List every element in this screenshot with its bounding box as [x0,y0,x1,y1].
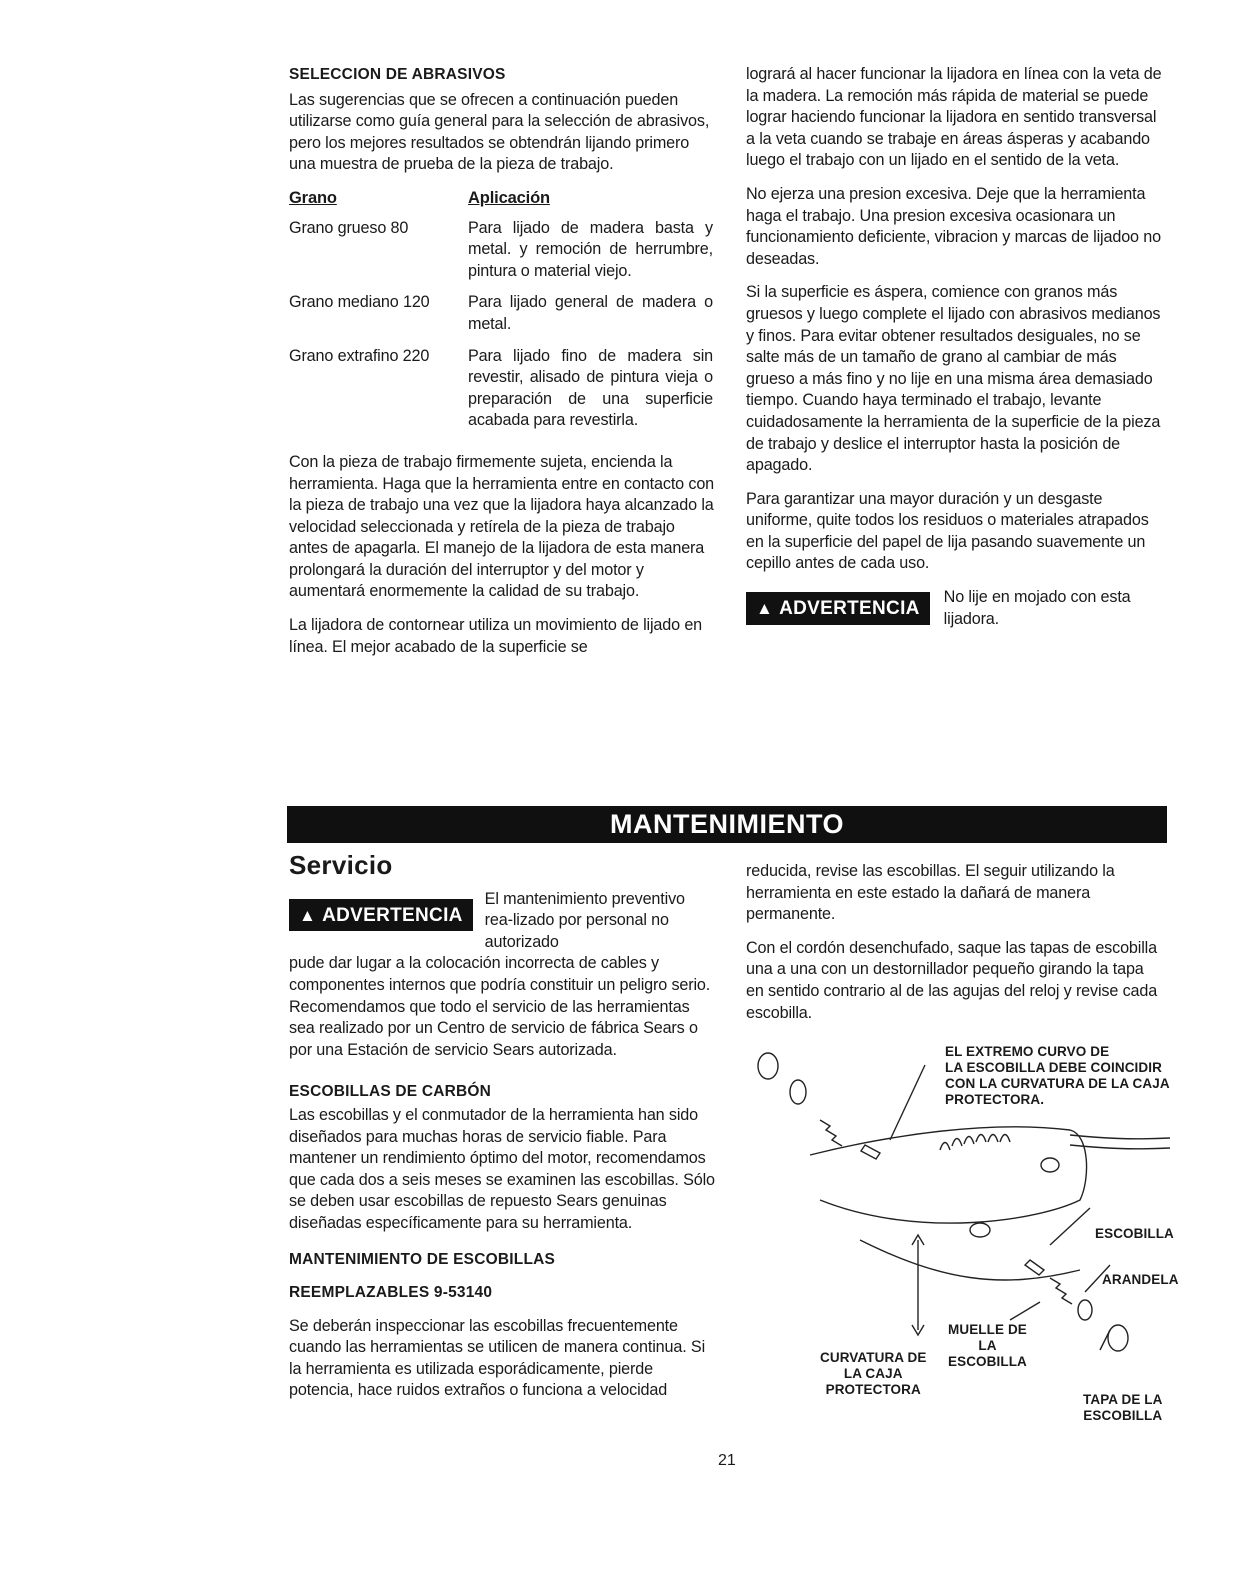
top-cap [758,1053,778,1079]
label-line: EL EXTREMO CURVO DE [945,1044,1110,1059]
warning-badge [746,592,930,625]
warning-label: ADVERTENCIA [322,904,463,926]
tool-housing-lower [860,1240,1080,1280]
pointer-muelle [1010,1302,1040,1320]
label-line: ESCOBILLA [948,1354,1027,1369]
label-line: ESCOBILLA [1083,1408,1163,1423]
service-warning [289,889,717,954]
label-line: MUELLE DE [948,1322,1027,1337]
application-header: Aplicación [468,188,550,207]
abrasive-selection-heading: SELECCION DE ABRASIVOS [289,66,506,83]
label-tapa [1083,1392,1163,1424]
usage-paragraph: Con la pieza de trabajo firmemente sujeta, encienda la herramienta. Haga que la herramienta entre en contacto con la pieza de trabajo una vez que la lijadora haya alcanzado la velocidad seleccionada y retírela de la pieza de trabajo antes de apagarla. El manejo de la lijadora de esta manera prolongará la duración del interruptor y del motor y aumentará enormemente la calidad de su trabajo. [289,452,715,601]
grit-cell: Grano extrafino 220 [289,346,430,365]
label-muelle [948,1322,1027,1370]
right-bottom-column [746,861,1162,1036]
label-line: LA ESCOBILLA DEBE COINCIDIR [945,1060,1162,1075]
application-cell: Para lijado general de madera o metal. [468,293,713,333]
rough-surface-paragraph: Si la superficie es áspera, comience con granos más gruesos y luego complete el lijado con abrasivos medianos y finos. Para evitar obtener resultados desiguales, no se salte más de un tamaño de grano al cambiar de más grueso a más fino y no lije en una misma área demasiado tiempo. Cuando haya terminado el trabajo, levante cuidadosamente la herramienta de la superficie de la pieza de trabajo y deslice el interruptor hasta la posición de apagado. [746,283,1161,475]
application-cell: Para lijado fino de madera sin revestir, alisado de pintura vieja o preparación de una superficie acabada para revestirla. [468,346,713,430]
top-spring [820,1120,842,1146]
lower-spring [1050,1278,1072,1304]
warning-text-head: El mantenimiento preventivo rea-lizado por personal no autorizado [484,889,685,951]
reduced-speed-paragraph: reducida, revise las escobillas. El seguir utilizando la herramienta en este estado la dañará de manera permanente. [746,862,1115,924]
carbon-brushes-heading: ESCOBILLAS DE CARBÓN [289,1083,492,1101]
upper-brush-cap [1041,1158,1059,1172]
contour-paragraph: La lijadora de contornear utiliza un movimiento de lijado en línea. El mejor acabado de la superficie se [289,616,703,656]
inspection-paragraph: Se deberán inspeccionar las escobillas frecuentemente cuando las herramientas se utilicen de manera continua. Si la herramienta es utilizada esporádicamente, pierde potencia, hace ruidos extraños o funciona a velocidad [289,1316,706,1400]
label-curvatura [820,1350,926,1398]
remove-caps-paragraph: Con el cordón desenchufado, saque las tapas de escobilla una a una con un destornillador pequeño girando la tapa en sentido contrario al de las agujas del reloj y revise cada escobilla. [746,938,1158,1022]
lower-washer [1078,1300,1092,1320]
warning-badge [289,899,473,932]
vents [940,1135,1010,1151]
grit-cell: Grano grueso 80 [289,218,409,237]
maintenance-banner [287,806,1167,843]
label-line: LA CAJA [843,1366,903,1381]
wet-sanding-warning [746,587,1162,630]
grit-header: Grano [289,188,337,207]
label-line: PROTECTORA [825,1382,921,1397]
lower-cap [1108,1325,1128,1351]
top-brush [861,1145,880,1159]
warning-text-rest: pude dar lugar a la colocación incorrecta de cables y componentes internos que podría constituir un peligro serio. Recomendamos que todo el servicio de las herramientas sea realizado por un Centro de servicio de fábrica Sears o por una Estación de servicio Sears autorizada. [289,954,711,1059]
warning-label: ADVERTENCIA [779,598,920,620]
brush-hole [970,1223,990,1237]
banner-title: MANTENIMIENTO [610,809,844,839]
replaceable-brushes-heading-2: REEMPLAZABLES 9-53140 [289,1284,493,1302]
lower-brush [1025,1260,1044,1275]
label-arandela: ARANDELA [1102,1272,1179,1287]
label-curved-end [945,1044,1170,1108]
tool-body-outline [810,1127,1087,1223]
label-line: LA [978,1338,997,1353]
top-washer [790,1080,806,1104]
carbon-brushes-paragraph: Las escobillas y el conmutador de la herramienta han sido diseñados para muchas horas de servicio fiable. Para mantener un rendimiento óptimo del motor, recomendamos que cada dos a seis meses se examinen las escobillas. Sólo se deben usar escobillas de repuesto Sears genuinas diseñadas específicamente para su herramienta. [289,1105,715,1232]
cleaning-paragraph: Para garantizar una mayor duración y un desgaste uniforme, quite todos los residuos o materiales atrapados en la superficie del papel de lija pasando suavemente un cepillo antes de cada uso. [746,489,1149,573]
grain-paragraph: logrará al hacer funcionar la lijadora en línea con la veta de la madera. La remoción más rápida de material se puede lograr haciendo funcionar la lijadora en sentido transversal a la veta cuando se trabaje en áreas ásperas y acabando luego el trabajo con un lijado en el sentido de la veta. [746,65,1162,170]
replaceable-brushes-heading-1: MANTENIMIENTO DE ESCOBILLAS [289,1250,556,1268]
pointer-curved-end [890,1065,925,1140]
abrasive-intro: Las sugerencias que se ofrecen a continuación pueden utilizarse como guía general para la selección de abrasivos, pero los mejores resultados se obtendrán lijando primero una muestra de prueba de la pieza de trabajo. [289,90,710,174]
label-line: TAPA DE LA [1083,1392,1163,1407]
label-line: CURVATURA DE [820,1350,927,1365]
warning-text: No lije en mojado con esta lijadora. [943,588,1131,628]
grit-cell: Grano mediano 120 [289,293,430,312]
label-line: PROTECTORA. [945,1092,1045,1107]
warning-triangle-icon: ▲ [299,905,317,925]
label-line: CON LA CURVATURA DE LA CAJA [945,1076,1170,1091]
page-number: 21 [718,1452,736,1469]
service-title: Servicio [289,850,393,880]
grit-table [289,188,717,442]
application-cell: Para lijado de madera basta y metal. y remoción de herrumbre, pintura o material viejo. [468,218,713,280]
cord [1070,1135,1170,1149]
left-bottom-column [289,850,717,1414]
right-top-column [746,64,1162,630]
label-escobilla: ESCOBILLA [1095,1226,1174,1241]
curvature-arrow [912,1235,924,1335]
warning-triangle-icon: ▲ [756,599,774,619]
left-top-column [289,64,717,670]
pressure-paragraph: No ejerza una presion excesiva. Deje que la herramienta haga el trabajo. Una presion excesiva ocasionara un funcionamiento deficiente, vibracion y marcas de lijadoo no deseadas. [746,184,1161,268]
pointer-escobilla [1050,1208,1090,1245]
